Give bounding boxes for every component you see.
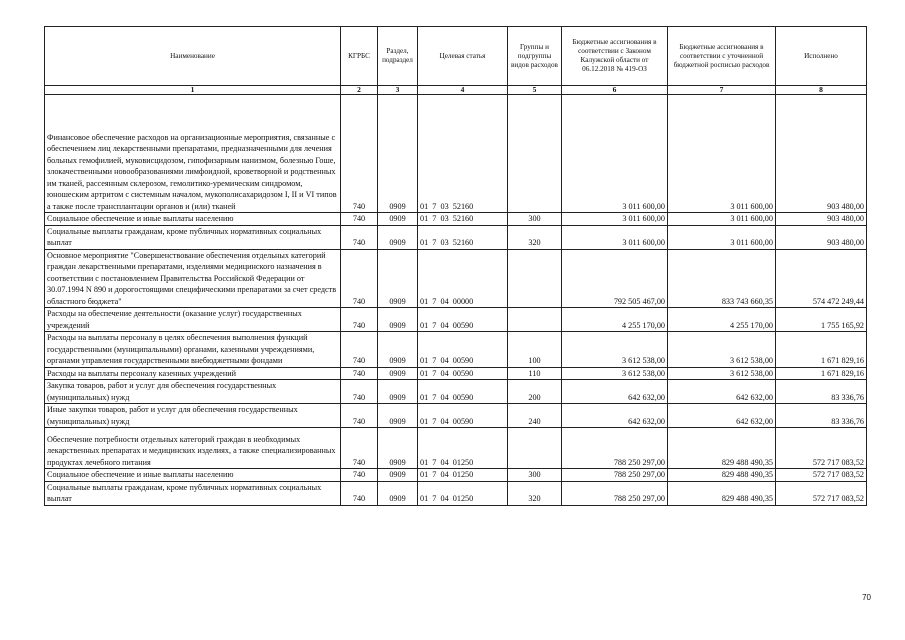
col-number: 5	[508, 86, 562, 95]
row-article: 01 7 03 52160	[418, 213, 508, 226]
row-plan-allocation: 829 488 490,35	[668, 469, 776, 482]
row-name: Расходы на выплаты персоналу казенных учреждений	[45, 367, 341, 380]
row-expense-type: 100	[508, 332, 562, 368]
row-kgrbs: 740	[341, 404, 378, 428]
table-row	[45, 95, 867, 213]
row-law-allocation: 788 250 297,00	[562, 469, 668, 482]
row-law-allocation: 4 255 170,00	[562, 308, 668, 332]
row-kgrbs: 740	[341, 469, 378, 482]
col-number: 2	[341, 86, 378, 95]
row-section: 0909	[378, 428, 418, 469]
table-row	[45, 428, 867, 469]
table-row	[45, 481, 867, 505]
table-row	[45, 469, 867, 482]
table-row	[45, 213, 867, 226]
col-number: 6	[562, 86, 668, 95]
table-row	[45, 249, 867, 308]
row-name: Социальные выплаты гражданам, кроме публичных нормативных социальных выплат	[45, 481, 341, 505]
row-kgrbs: 740	[341, 428, 378, 469]
table-row	[45, 225, 867, 249]
row-section: 0909	[378, 225, 418, 249]
row-article: 01 7 03 52160	[418, 225, 508, 249]
row-article: 01 7 04 00590	[418, 367, 508, 380]
col-number: 3	[378, 86, 418, 95]
row-plan-allocation: 4 255 170,00	[668, 308, 776, 332]
row-expense-type	[508, 428, 562, 469]
col-header-section: Раздел, подраздел	[378, 27, 418, 86]
col-number: 7	[668, 86, 776, 95]
row-executed: 574 472 249,44	[776, 249, 867, 308]
row-name: Социальное обеспечение и иные выплаты населению	[45, 469, 341, 482]
row-article: 01 7 04 00590	[418, 308, 508, 332]
row-name: Финансовое обеспечение расходов на организационные мероприятия, связанные с обеспечением лиц лекарственными препаратами, предназначенными для лечения больных гемофилией, муковисцидозом, гипофизарным нанизмом, болезнью Гоше, злокачественными новообразованиями лимфоидной, кроветворной и родственных им тканей, рассеянным склерозом, гемолитико-уремическим синдромом, юношеским артритом с системным началом, мукополисахаридозом I, II и VI типов а также после трансплантации органов и (или) тканей	[45, 95, 341, 213]
row-law-allocation: 3 011 600,00	[562, 225, 668, 249]
row-plan-allocation: 642 632,00	[668, 404, 776, 428]
row-article: 01 7 04 01250	[418, 428, 508, 469]
row-executed: 1 671 829,16	[776, 332, 867, 368]
row-section: 0909	[378, 95, 418, 213]
row-expense-type	[508, 95, 562, 213]
row-article: 01 7 03 52160	[418, 95, 508, 213]
row-name: Социальные выплаты гражданам, кроме публичных нормативных социальных выплат	[45, 225, 341, 249]
row-section: 0909	[378, 332, 418, 368]
row-section: 0909	[378, 213, 418, 226]
row-kgrbs: 740	[341, 308, 378, 332]
column-number-row	[45, 86, 867, 95]
row-name: Основное мероприятие "Совершенствование обеспечения отдельных категорий граждан лекарственными препаратами, изделиями медицинского назначения в соответствии с постановлением Правительства Российской Федерации от 30.07.1994 N 890 и дорогостоящими специфическими препаратами за счет средств областного бюджета"	[45, 249, 341, 308]
row-expense-type: 320	[508, 225, 562, 249]
row-name: Обеспечение потребности отдельных категорий граждан в необходимых лекарственных препаратах и медицинских изделиях, а также специализированных продуктах лечебного питания	[45, 428, 341, 469]
row-section: 0909	[378, 481, 418, 505]
row-law-allocation: 642 632,00	[562, 380, 668, 404]
row-expense-type	[508, 308, 562, 332]
row-section: 0909	[378, 404, 418, 428]
row-executed: 1 755 165,92	[776, 308, 867, 332]
col-header-expense-type: Группы и подгруппы видов расходов	[508, 27, 562, 86]
row-name: Социальное обеспечение и иные выплаты населению	[45, 213, 341, 226]
row-section: 0909	[378, 380, 418, 404]
row-article: 01 7 04 00590	[418, 380, 508, 404]
col-number: 1	[45, 86, 341, 95]
header-row	[45, 27, 867, 86]
row-executed: 572 717 083,52	[776, 481, 867, 505]
row-kgrbs: 740	[341, 249, 378, 308]
row-executed: 572 717 083,52	[776, 469, 867, 482]
row-kgrbs: 740	[341, 225, 378, 249]
row-law-allocation: 3 011 600,00	[562, 213, 668, 226]
row-name: Иные закупки товаров, работ и услуг для обеспечения государственных (муниципальных) нужд	[45, 404, 341, 428]
table-row	[45, 308, 867, 332]
row-kgrbs: 740	[341, 213, 378, 226]
row-article: 01 7 04 00000	[418, 249, 508, 308]
row-expense-type: 320	[508, 481, 562, 505]
row-law-allocation: 792 505 467,00	[562, 249, 668, 308]
row-expense-type: 300	[508, 469, 562, 482]
row-kgrbs: 740	[341, 380, 378, 404]
row-law-allocation: 788 250 297,00	[562, 481, 668, 505]
row-executed: 1 671 829,16	[776, 367, 867, 380]
row-law-allocation: 642 632,00	[562, 404, 668, 428]
row-executed: 903 480,00	[776, 225, 867, 249]
row-plan-allocation: 829 488 490,35	[668, 481, 776, 505]
row-section: 0909	[378, 469, 418, 482]
row-expense-type	[508, 249, 562, 308]
page-number: 70	[862, 593, 871, 602]
row-article: 01 7 04 01250	[418, 469, 508, 482]
row-executed: 903 480,00	[776, 95, 867, 213]
row-name: Расходы на выплаты персоналу в целях обеспечения выполнения функций государственными (муниципальными) органами, казенными учреждениями, органами управления государственными внебюджетными фондами	[45, 332, 341, 368]
table-row	[45, 367, 867, 380]
row-section: 0909	[378, 367, 418, 380]
row-law-allocation: 788 250 297,00	[562, 428, 668, 469]
row-article: 01 7 04 00590	[418, 404, 508, 428]
row-plan-allocation: 3 011 600,00	[668, 225, 776, 249]
row-kgrbs: 740	[341, 332, 378, 368]
row-plan-allocation: 3 612 538,00	[668, 332, 776, 368]
row-section: 0909	[378, 249, 418, 308]
row-expense-type: 110	[508, 367, 562, 380]
col-header-executed: Исполнено	[776, 27, 867, 86]
table-row	[45, 404, 867, 428]
row-plan-allocation: 3 011 600,00	[668, 213, 776, 226]
row-expense-type: 300	[508, 213, 562, 226]
col-number: 4	[418, 86, 508, 95]
row-kgrbs: 740	[341, 367, 378, 380]
row-law-allocation: 3 612 538,00	[562, 367, 668, 380]
col-header-plan-allocation: Бюджетные ассигнования в соответствии с уточненной бюджетной росписью расходов	[668, 27, 776, 86]
row-plan-allocation: 3 612 538,00	[668, 367, 776, 380]
row-executed: 572 717 083,52	[776, 428, 867, 469]
row-expense-type: 200	[508, 380, 562, 404]
col-header-kgrbs: КГРБС	[341, 27, 378, 86]
row-article: 01 7 04 00590	[418, 332, 508, 368]
row-article: 01 7 04 01250	[418, 481, 508, 505]
col-header-article: Целевая статья	[418, 27, 508, 86]
col-header-law-allocation: Бюджетные ассигнования в соответствии с Законом Калужской области от 06.12.2018 № 419-ОЗ	[562, 27, 668, 86]
col-number: 8	[776, 86, 867, 95]
row-expense-type: 240	[508, 404, 562, 428]
row-name: Расходы на обеспечение деятельности (оказание услуг) государственных учреждений	[45, 308, 341, 332]
col-header-name: Наименование	[45, 27, 341, 86]
row-executed: 83 336,76	[776, 380, 867, 404]
row-plan-allocation: 3 011 600,00	[668, 95, 776, 213]
row-kgrbs: 740	[341, 95, 378, 213]
row-plan-allocation: 642 632,00	[668, 380, 776, 404]
row-kgrbs: 740	[341, 481, 378, 505]
row-law-allocation: 3 011 600,00	[562, 95, 668, 213]
row-name: Закупка товаров, работ и услуг для обеспечения государственных (муниципальных) нужд	[45, 380, 341, 404]
row-executed: 903 480,00	[776, 213, 867, 226]
budget-table	[44, 26, 867, 506]
row-plan-allocation: 833 743 660,35	[668, 249, 776, 308]
row-section: 0909	[378, 308, 418, 332]
row-law-allocation: 3 612 538,00	[562, 332, 668, 368]
row-plan-allocation: 829 488 490,35	[668, 428, 776, 469]
table-row	[45, 332, 867, 368]
row-executed: 83 336,76	[776, 404, 867, 428]
table-row	[45, 380, 867, 404]
